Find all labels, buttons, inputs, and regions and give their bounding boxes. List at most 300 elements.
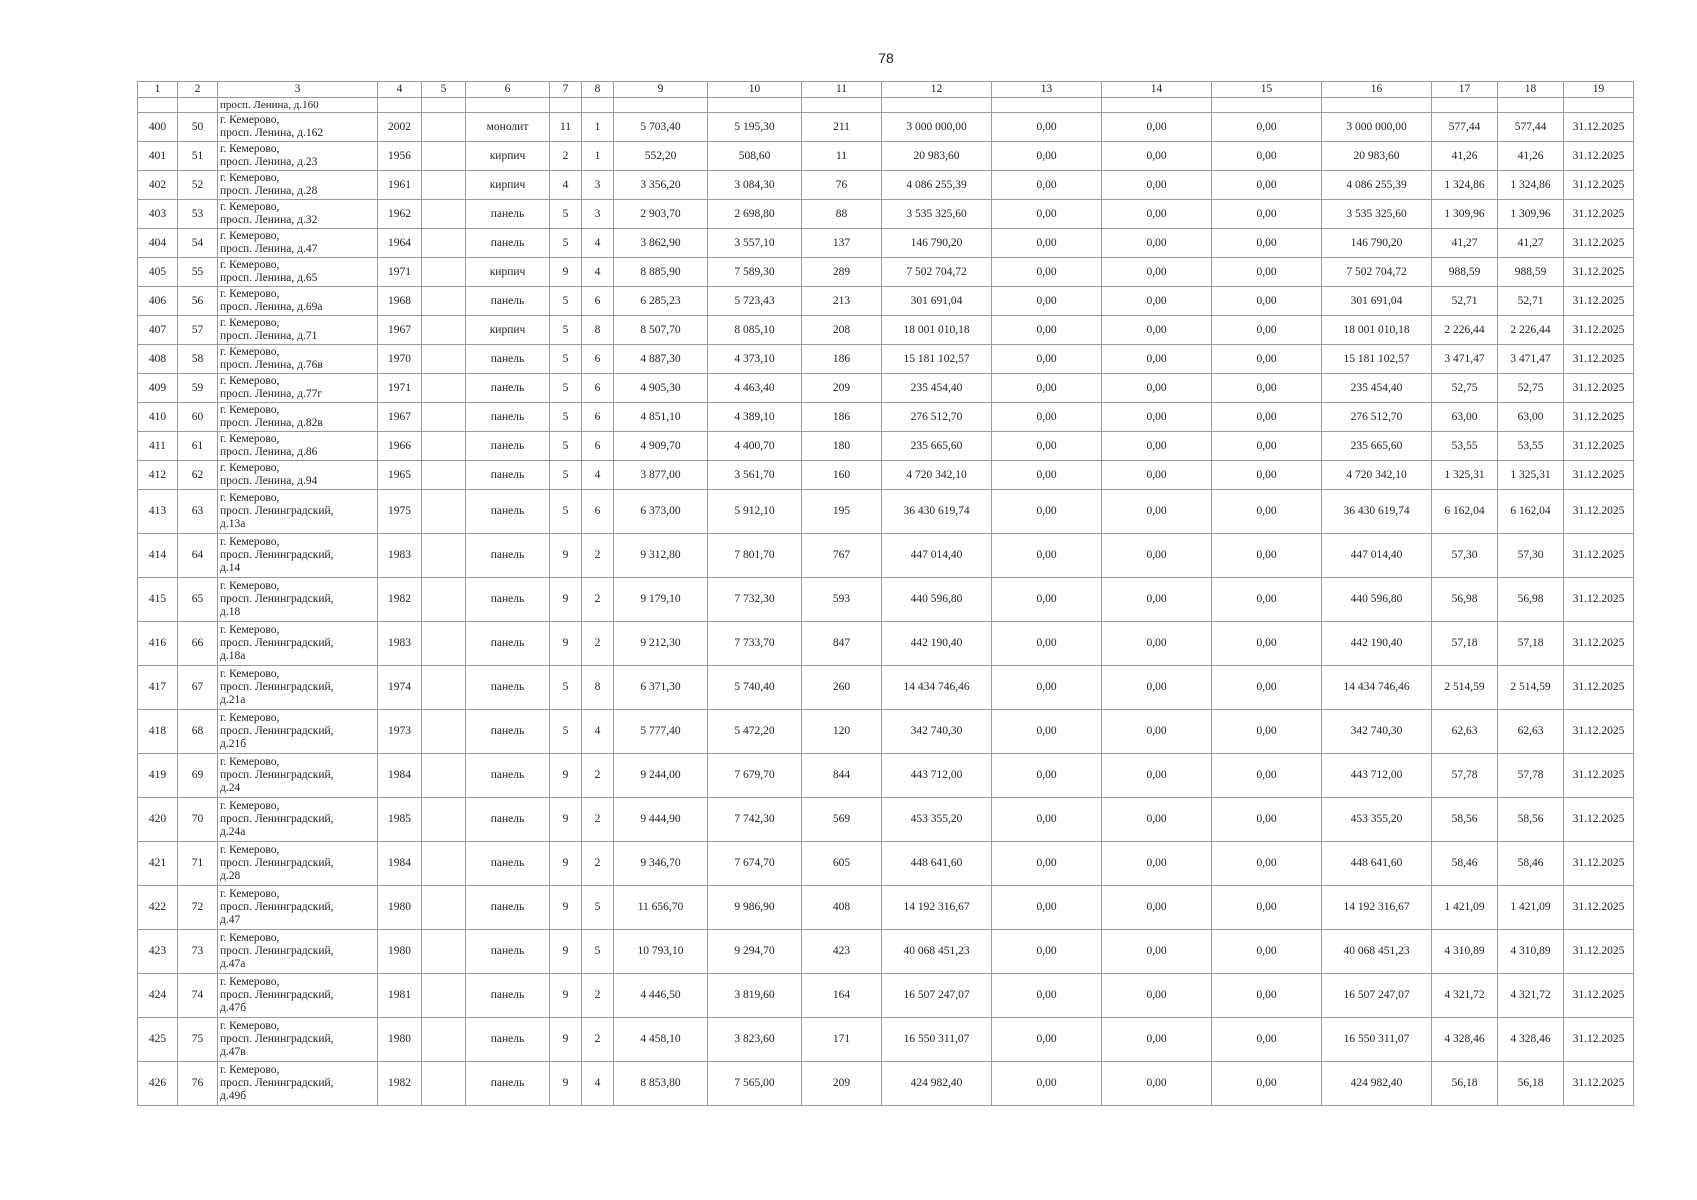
- cell-col4: 1983: [378, 534, 422, 578]
- cell-col11: 180: [802, 432, 882, 461]
- cell-col1: 417: [138, 666, 178, 710]
- cell-col15: 0,00: [1212, 258, 1322, 287]
- cell-col4: 1985: [378, 798, 422, 842]
- cell-col12: 301 691,04: [882, 287, 992, 316]
- cell-col11: 137: [802, 229, 882, 258]
- cell-col11: 120: [802, 710, 882, 754]
- column-header-5: 5: [422, 82, 466, 98]
- cell-col14: 0,00: [1102, 578, 1212, 622]
- address-line: просп. Ленина, д.69а: [220, 301, 323, 313]
- column-header-10: 10: [708, 82, 802, 98]
- cell-col8: 6: [582, 432, 614, 461]
- cell-col19: 31.12.2025: [1564, 403, 1634, 432]
- cell-col4: 1984: [378, 754, 422, 798]
- cell-col15: 0,00: [1212, 316, 1322, 345]
- cell-col18: 57,18: [1498, 622, 1564, 666]
- cell-col7: 4: [550, 171, 582, 200]
- cell-col15: 0,00: [1212, 490, 1322, 534]
- cell-col2: 52: [178, 171, 218, 200]
- cell-col5: [422, 316, 466, 345]
- cell-col14: 0,00: [1102, 974, 1212, 1018]
- cell-col2: 51: [178, 142, 218, 171]
- cell-col11: 76: [802, 171, 882, 200]
- cell-col16: 15 181 102,57: [1322, 345, 1432, 374]
- cell-col1: 403: [138, 200, 178, 229]
- table-row: [138, 345, 1634, 374]
- cell-col8: 5: [582, 886, 614, 930]
- address-cell: [218, 974, 378, 1018]
- housing-register-table: [137, 81, 1634, 1106]
- cell-col4: 1974: [378, 666, 422, 710]
- cell-col10: 7 565,00: [708, 1062, 802, 1106]
- address-line: просп. Ленинградский,: [220, 593, 334, 605]
- address-cell: [218, 1062, 378, 1106]
- address-line: г. Кемерово,: [220, 288, 280, 300]
- cell-col13: 0,00: [992, 316, 1102, 345]
- address-line: г. Кемерово,: [220, 172, 280, 184]
- cell-col7: 5: [550, 666, 582, 710]
- cell-col15: 0,00: [1212, 1018, 1322, 1062]
- cell-col2: 58: [178, 345, 218, 374]
- address-cell: [218, 666, 378, 710]
- address-line: г. Кемерово,: [220, 624, 280, 636]
- cell-col15: 0,00: [1212, 974, 1322, 1018]
- cell-col13: 0,00: [992, 113, 1102, 142]
- address-cell: [218, 403, 378, 432]
- cell-col12: 424 982,40: [882, 1062, 992, 1106]
- cell-col16: 453 355,20: [1322, 798, 1432, 842]
- column-header-14: 14: [1102, 82, 1212, 98]
- cell-col16: 7 502 704,72: [1322, 258, 1432, 287]
- cell-col11: 260: [802, 666, 882, 710]
- cell-col19: 31.12.2025: [1564, 1062, 1634, 1106]
- address-line: д.47в: [220, 1046, 246, 1058]
- cell-col6: панель: [466, 798, 550, 842]
- cell-col9: 4 887,30: [614, 345, 708, 374]
- cell-col11: 844: [802, 754, 882, 798]
- cell-col1: 424: [138, 974, 178, 1018]
- cell-col8: [582, 98, 614, 113]
- cell-col5: [422, 930, 466, 974]
- cell-col14: 0,00: [1102, 432, 1212, 461]
- column-header-2: 2: [178, 82, 218, 98]
- cell-col2: 75: [178, 1018, 218, 1062]
- cell-col14: 0,00: [1102, 490, 1212, 534]
- cell-col8: 3: [582, 171, 614, 200]
- cell-col15: 0,00: [1212, 666, 1322, 710]
- cell-col4: 1971: [378, 258, 422, 287]
- cell-col6: панель: [466, 930, 550, 974]
- cell-col18: [1498, 98, 1564, 113]
- cell-col18: 577,44: [1498, 113, 1564, 142]
- cell-col14: 0,00: [1102, 200, 1212, 229]
- cell-col15: 0,00: [1212, 798, 1322, 842]
- cell-col8: 2: [582, 754, 614, 798]
- cell-col10: 7 742,30: [708, 798, 802, 842]
- cell-col10: 3 823,60: [708, 1018, 802, 1062]
- cell-col19: 31.12.2025: [1564, 258, 1634, 287]
- cell-col13: 0,00: [992, 142, 1102, 171]
- cell-col7: [550, 98, 582, 113]
- cell-col9: 9 212,30: [614, 622, 708, 666]
- address-line: просп. Ленинградский,: [220, 769, 334, 781]
- address-line: просп. Ленинградский,: [220, 945, 334, 957]
- cell-col13: [992, 98, 1102, 113]
- cell-col17: 6 162,04: [1432, 490, 1498, 534]
- cell-col6: панель: [466, 200, 550, 229]
- cell-col9: 9 346,70: [614, 842, 708, 886]
- cell-col4: 1956: [378, 142, 422, 171]
- cell-col2: 72: [178, 886, 218, 930]
- cell-col7: 9: [550, 578, 582, 622]
- cell-col13: 0,00: [992, 622, 1102, 666]
- cell-col4: [378, 98, 422, 113]
- cell-col11: 605: [802, 842, 882, 886]
- cell-col19: 31.12.2025: [1564, 461, 1634, 490]
- cell-col4: 1981: [378, 974, 422, 1018]
- table-row: [138, 461, 1634, 490]
- address-line: просп. Ленинградский,: [220, 989, 334, 1001]
- cell-col14: 0,00: [1102, 374, 1212, 403]
- cell-col12: 440 596,80: [882, 578, 992, 622]
- cell-col11: 186: [802, 345, 882, 374]
- cell-col5: [422, 374, 466, 403]
- cell-col14: 0,00: [1102, 534, 1212, 578]
- cell-col17: 57,30: [1432, 534, 1498, 578]
- cell-col17: 4 310,89: [1432, 930, 1498, 974]
- cell-col8: 8: [582, 316, 614, 345]
- address-line: г. Кемерово,: [220, 201, 280, 213]
- cell-col18: 56,18: [1498, 1062, 1564, 1106]
- address-cell: [218, 886, 378, 930]
- cell-col9: 5 703,40: [614, 113, 708, 142]
- cell-col2: 74: [178, 974, 218, 1018]
- cell-col2: 64: [178, 534, 218, 578]
- cell-col19: 31.12.2025: [1564, 1018, 1634, 1062]
- cell-col8: 2: [582, 578, 614, 622]
- cell-col13: 0,00: [992, 886, 1102, 930]
- table-row: [138, 842, 1634, 886]
- column-header-15: 15: [1212, 82, 1322, 98]
- cell-col2: 66: [178, 622, 218, 666]
- cell-col16: 36 430 619,74: [1322, 490, 1432, 534]
- cell-col11: 164: [802, 974, 882, 1018]
- cell-col10: 3 819,60: [708, 974, 802, 1018]
- cell-col7: 5: [550, 229, 582, 258]
- page-number: 78: [878, 50, 894, 66]
- cell-col5: [422, 754, 466, 798]
- address-cell: [218, 171, 378, 200]
- cell-col13: 0,00: [992, 974, 1102, 1018]
- cell-col5: [422, 710, 466, 754]
- cell-col15: 0,00: [1212, 432, 1322, 461]
- address-line: просп. Ленинградский,: [220, 1077, 334, 1089]
- cell-col18: 6 162,04: [1498, 490, 1564, 534]
- cell-col10: 7 679,70: [708, 754, 802, 798]
- address-line: д.18а: [220, 650, 246, 662]
- table-row: [138, 258, 1634, 287]
- cell-col8: 5: [582, 930, 614, 974]
- cell-col16: 4 086 255,39: [1322, 171, 1432, 200]
- cell-col15: 0,00: [1212, 1062, 1322, 1106]
- cell-col16: 235 665,60: [1322, 432, 1432, 461]
- address-cell: [218, 461, 378, 490]
- cell-col9: 9 179,10: [614, 578, 708, 622]
- cell-col14: 0,00: [1102, 287, 1212, 316]
- cell-col18: 988,59: [1498, 258, 1564, 287]
- cell-col8: 1: [582, 113, 614, 142]
- cell-col18: 53,55: [1498, 432, 1564, 461]
- cell-col14: 0,00: [1102, 754, 1212, 798]
- cell-col17: 4 328,46: [1432, 1018, 1498, 1062]
- cell-col18: 57,30: [1498, 534, 1564, 578]
- address-cell: [218, 287, 378, 316]
- cell-col19: 31.12.2025: [1564, 578, 1634, 622]
- cell-col19: 31.12.2025: [1564, 229, 1634, 258]
- address-line: г. Кемерово,: [220, 317, 280, 329]
- cell-col11: 209: [802, 1062, 882, 1106]
- cell-col18: 1 325,31: [1498, 461, 1564, 490]
- column-header-9: 9: [614, 82, 708, 98]
- cell-col16: 440 596,80: [1322, 578, 1432, 622]
- cell-col7: 9: [550, 798, 582, 842]
- cell-col6: кирпич: [466, 171, 550, 200]
- address-line: просп. Ленина, д.47: [220, 243, 318, 255]
- cell-col11: 767: [802, 534, 882, 578]
- cell-col18: 1 324,86: [1498, 171, 1564, 200]
- cell-col17: 57,18: [1432, 622, 1498, 666]
- cell-col13: 0,00: [992, 798, 1102, 842]
- address-line: просп. Ленина, д.162: [220, 127, 324, 139]
- cell-col12: 18 001 010,18: [882, 316, 992, 345]
- cell-col10: 508,60: [708, 142, 802, 171]
- column-header-7: 7: [550, 82, 582, 98]
- cell-col12: 146 790,20: [882, 229, 992, 258]
- cell-col7: 5: [550, 710, 582, 754]
- address-line: просп. Ленинградский,: [220, 681, 334, 693]
- table-row: [138, 622, 1634, 666]
- cell-col12: 342 740,30: [882, 710, 992, 754]
- address-line: д.24а: [220, 826, 246, 838]
- cell-col6: панель: [466, 229, 550, 258]
- cell-col14: 0,00: [1102, 316, 1212, 345]
- cell-col7: 5: [550, 432, 582, 461]
- cell-col15: 0,00: [1212, 142, 1322, 171]
- cell-col4: 1962: [378, 200, 422, 229]
- cell-col1: 400: [138, 113, 178, 142]
- cell-col5: [422, 1062, 466, 1106]
- column-header-19: 19: [1564, 82, 1634, 98]
- cell-col12: 3 535 325,60: [882, 200, 992, 229]
- cell-col2: 53: [178, 200, 218, 229]
- cell-col15: 0,00: [1212, 930, 1322, 974]
- cell-col12: 14 192 316,67: [882, 886, 992, 930]
- cell-col1: 411: [138, 432, 178, 461]
- cell-col6: панель: [466, 345, 550, 374]
- address-cell: [218, 374, 378, 403]
- cell-col6: панель: [466, 534, 550, 578]
- address-line: просп. Ленина, д.28: [220, 185, 318, 197]
- cell-col12: 14 434 746,46: [882, 666, 992, 710]
- address-line: д.24: [220, 782, 241, 794]
- address-cell: [218, 229, 378, 258]
- cell-col19: 31.12.2025: [1564, 622, 1634, 666]
- address-line: просп. Ленинградский,: [220, 901, 334, 913]
- address-line: г. Кемерово,: [220, 932, 280, 944]
- cell-col9: 8 853,80: [614, 1062, 708, 1106]
- cell-col2: 63: [178, 490, 218, 534]
- cell-col1: 420: [138, 798, 178, 842]
- cell-col4: 1971: [378, 374, 422, 403]
- cell-col9: 3 356,20: [614, 171, 708, 200]
- cell-col13: 0,00: [992, 842, 1102, 886]
- cell-col6: панель: [466, 710, 550, 754]
- table-row: [138, 403, 1634, 432]
- cell-col17: 1 324,86: [1432, 171, 1498, 200]
- cell-col11: 847: [802, 622, 882, 666]
- address-cell: [218, 490, 378, 534]
- cell-col17: 52,71: [1432, 287, 1498, 316]
- cell-col9: 6 373,00: [614, 490, 708, 534]
- cell-col15: 0,00: [1212, 374, 1322, 403]
- cell-col17: 57,78: [1432, 754, 1498, 798]
- address-line: просп. Ленинградский,: [220, 505, 334, 517]
- cell-col7: 5: [550, 345, 582, 374]
- address-cell: [218, 798, 378, 842]
- cell-col15: 0,00: [1212, 842, 1322, 886]
- address-line: просп. Ленинградский,: [220, 549, 334, 561]
- cell-col8: 4: [582, 258, 614, 287]
- table-row: [138, 974, 1634, 1018]
- cell-col6: панель: [466, 432, 550, 461]
- cell-col5: [422, 534, 466, 578]
- cell-col6: панель: [466, 490, 550, 534]
- cell-col17: 52,75: [1432, 374, 1498, 403]
- cell-col11: 171: [802, 1018, 882, 1062]
- cell-col10: 3 561,70: [708, 461, 802, 490]
- cell-col5: [422, 229, 466, 258]
- cell-col8: 6: [582, 345, 614, 374]
- cell-col18: 52,75: [1498, 374, 1564, 403]
- cell-col6: панель: [466, 374, 550, 403]
- cell-col11: 209: [802, 374, 882, 403]
- cell-col15: 0,00: [1212, 622, 1322, 666]
- table-row: [138, 142, 1634, 171]
- column-header-12: 12: [882, 82, 992, 98]
- cell-col17: 988,59: [1432, 258, 1498, 287]
- cell-col6: панель: [466, 1018, 550, 1062]
- cell-col17: 53,55: [1432, 432, 1498, 461]
- cell-col7: 5: [550, 316, 582, 345]
- cell-col7: 5: [550, 490, 582, 534]
- cell-col13: 0,00: [992, 1018, 1102, 1062]
- cell-col19: 31.12.2025: [1564, 432, 1634, 461]
- cell-col10: 7 732,30: [708, 578, 802, 622]
- cell-col5: [422, 98, 466, 113]
- cell-col14: 0,00: [1102, 229, 1212, 258]
- address-line: д.49б: [220, 1090, 247, 1102]
- cell-col9: 552,20: [614, 142, 708, 171]
- cell-col17: 1 309,96: [1432, 200, 1498, 229]
- cell-col17: 1 325,31: [1432, 461, 1498, 490]
- cell-col9: 8 507,70: [614, 316, 708, 345]
- address-line: г. Кемерово,: [220, 668, 280, 680]
- cell-col7: 11: [550, 113, 582, 142]
- cell-col15: [1212, 98, 1322, 113]
- cell-col13: 0,00: [992, 534, 1102, 578]
- cell-col16: 18 001 010,18: [1322, 316, 1432, 345]
- cell-col13: 0,00: [992, 461, 1102, 490]
- cell-col14: [1102, 98, 1212, 113]
- table-row: [138, 710, 1634, 754]
- cell-col5: [422, 842, 466, 886]
- cell-col16: 4 720 342,10: [1322, 461, 1432, 490]
- cell-col2: 60: [178, 403, 218, 432]
- cell-col5: [422, 113, 466, 142]
- cell-col11: 195: [802, 490, 882, 534]
- cell-col16: 442 190,40: [1322, 622, 1432, 666]
- cell-col10: 5 195,30: [708, 113, 802, 142]
- column-header-3: 3: [218, 82, 378, 98]
- address-line: г. Кемерово,: [220, 1020, 280, 1032]
- cell-col15: 0,00: [1212, 345, 1322, 374]
- cell-col19: 31.12.2025: [1564, 200, 1634, 229]
- cell-col5: [422, 258, 466, 287]
- cell-col19: 31.12.2025: [1564, 113, 1634, 142]
- cell-col1: 412: [138, 461, 178, 490]
- cell-col7: 9: [550, 842, 582, 886]
- cell-col19: 31.12.2025: [1564, 886, 1634, 930]
- cell-col8: 1: [582, 142, 614, 171]
- cell-col7: 5: [550, 403, 582, 432]
- cell-col17: 41,27: [1432, 229, 1498, 258]
- cell-col9: 6 285,23: [614, 287, 708, 316]
- cell-col10: 8 085,10: [708, 316, 802, 345]
- address-cell: [218, 316, 378, 345]
- cell-col9: 4 909,70: [614, 432, 708, 461]
- cell-col11: [802, 98, 882, 113]
- cell-col6: монолит: [466, 113, 550, 142]
- cell-col13: 0,00: [992, 403, 1102, 432]
- address-line: просп. Ленина, д.86: [220, 446, 318, 458]
- cell-col2: 73: [178, 930, 218, 974]
- cell-col10: 7 674,70: [708, 842, 802, 886]
- cell-col2: 76: [178, 1062, 218, 1106]
- cell-col4: 1967: [378, 316, 422, 345]
- cell-col17: 1 421,09: [1432, 886, 1498, 930]
- cell-col12: 442 190,40: [882, 622, 992, 666]
- cell-col10: 9 986,90: [708, 886, 802, 930]
- address-line: г. Кемерово,: [220, 580, 280, 592]
- cell-col1: 425: [138, 1018, 178, 1062]
- cell-col9: 4 458,10: [614, 1018, 708, 1062]
- table-row: [138, 754, 1634, 798]
- cell-col1: 402: [138, 171, 178, 200]
- cell-col2: 56: [178, 287, 218, 316]
- address-line: д.28: [220, 870, 241, 882]
- cell-col10: 4 373,10: [708, 345, 802, 374]
- cell-col6: панель: [466, 403, 550, 432]
- cell-col7: 2: [550, 142, 582, 171]
- cell-col19: 31.12.2025: [1564, 287, 1634, 316]
- address-line: просп. Ленина, д.65: [220, 272, 318, 284]
- cell-col5: [422, 287, 466, 316]
- address-cell: [218, 930, 378, 974]
- cell-col6: панель: [466, 886, 550, 930]
- cell-col18: 4 328,46: [1498, 1018, 1564, 1062]
- cell-col5: [422, 490, 466, 534]
- cell-col14: 0,00: [1102, 710, 1212, 754]
